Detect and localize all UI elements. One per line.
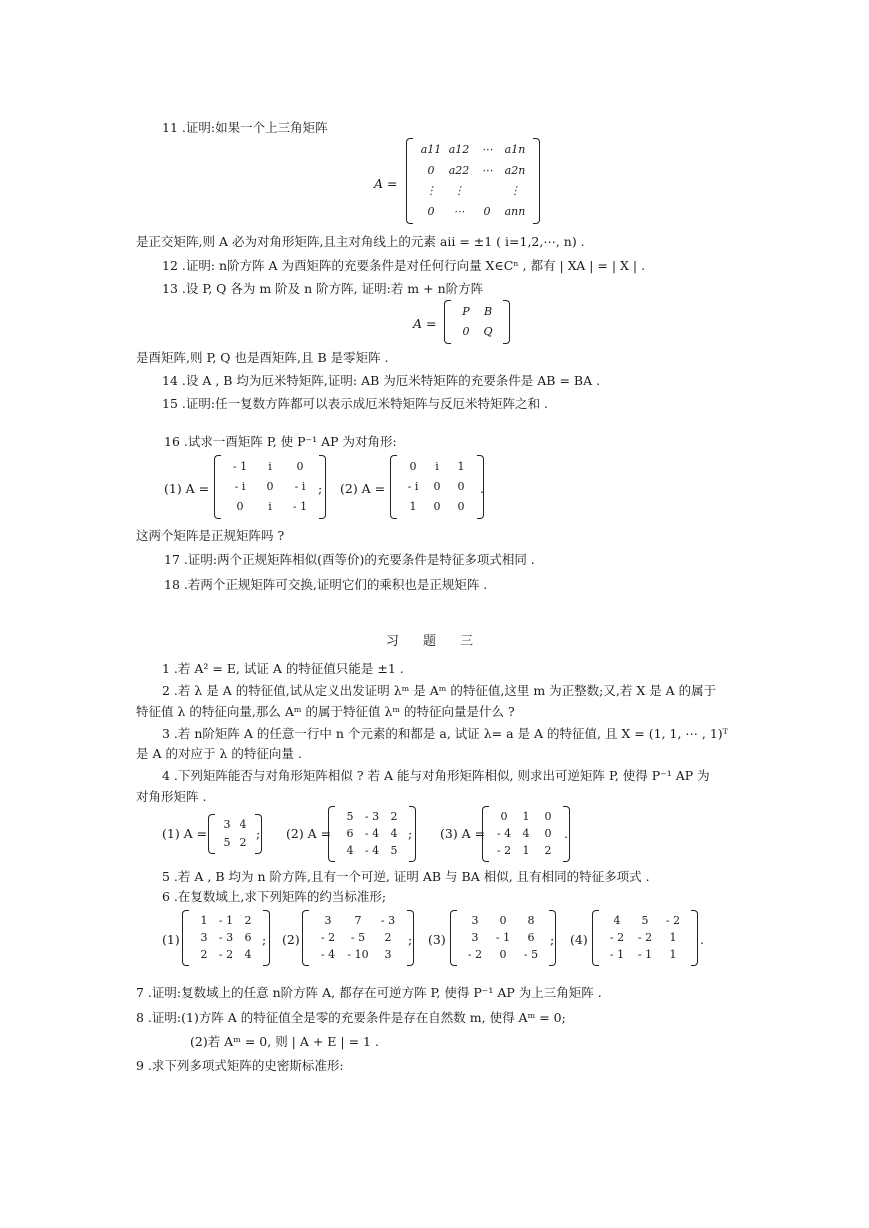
matrix-6-3 — [450, 910, 556, 966]
matrix-cell: - 4 — [364, 826, 380, 840]
problem-12-text: 12 .证明: n阶方阵 A 为酉矩阵的充要条件是对任何行向量 X∈Cⁿ , 都有 | XA | = | X | . — [162, 258, 646, 273]
right-bracket — [503, 300, 510, 344]
matrix-cell: 0 — [457, 480, 465, 493]
matrix-cell: 3 — [471, 913, 479, 927]
matrix-cell: - 2 — [320, 930, 336, 944]
left-bracket — [328, 806, 335, 862]
matrix-cell: - 2 — [665, 913, 681, 927]
matrix-grid — [221, 455, 319, 519]
matrix-cell: a2n — [504, 163, 526, 177]
matrix-cell: ann — [504, 204, 526, 218]
matrix-cell: - i — [294, 480, 306, 493]
matrix-cell: - i — [234, 480, 246, 493]
matrix-grid — [309, 910, 407, 966]
left-bracket — [390, 455, 397, 519]
matrix-cell: 4 — [613, 913, 621, 927]
matrix-cell: 0 — [433, 480, 441, 493]
matrix-label: (1) A = — [162, 826, 208, 841]
left-bracket — [482, 806, 489, 862]
problem-11-text: 11 .证明:如果一个上三角矩阵 — [162, 120, 328, 135]
matrix-13 — [444, 300, 510, 344]
matrix-cell: 0 — [427, 163, 435, 177]
matrix-cell: 0 — [409, 460, 417, 473]
exercise-9-text: 9 .求下列多项式矩阵的史密斯标准形: — [136, 1058, 344, 1073]
matrix-cell: ⋯ — [453, 204, 465, 218]
matrix-grid — [397, 455, 477, 519]
matrix-cell: 2 — [244, 913, 252, 927]
matrix-cell: ⋮ — [425, 184, 437, 198]
matrix-cell: 0 — [499, 948, 507, 962]
matrix-cell: Q — [483, 325, 493, 338]
exercise-3-text: 3 .若 n阶矩阵 A 的任意一行中 n 个元素的和都是 a, 试证 λ= a 是 A 的特征值, 且 X = (1, 1, ⋯ , 1)ᵀ — [162, 726, 728, 741]
problem-11-conclusion: 是正交矩阵,则 A 必为对角形矩阵,且主对角线上的元素 aii = ±1 ( i=1,2,⋯, n) . — [136, 234, 585, 249]
matrix-cell: - 2 — [609, 930, 625, 944]
matrix-cell: 4 — [346, 844, 354, 858]
matrix-grid — [451, 300, 503, 344]
matrix-cell: 3 — [384, 948, 392, 962]
matrix-cell: 1 — [409, 500, 417, 513]
matrix-16-2 — [390, 455, 484, 519]
exercise-4-text: 4 .下列矩阵能否与对角形矩阵相似 ? 若 A 能与对角形矩阵相似, 则求出可逆矩阵 P, 使得 P⁻¹ AP 为 — [162, 768, 710, 783]
matrix-label: (2) A = — [340, 481, 386, 496]
matrix-cell: 4 — [244, 948, 252, 962]
matrix-cell: P — [462, 305, 470, 318]
matrix-cell: - 1 — [218, 913, 234, 927]
matrix-cell: 8 — [527, 913, 535, 927]
separator: ; — [550, 932, 555, 947]
matrix-cell: 5 — [346, 809, 354, 823]
matrix-cell: 1 — [200, 913, 208, 927]
separator: . — [700, 932, 704, 947]
matrix-label: (4) — [570, 932, 588, 947]
matrix-cell: 0 — [499, 913, 507, 927]
matrix-cell: 0 — [462, 325, 470, 338]
matrix-label: (1) — [162, 932, 180, 947]
matrix-cell: i — [268, 500, 272, 513]
right-bracket — [533, 138, 540, 224]
matrix-cell: 0 — [544, 826, 552, 840]
matrix-cell: 6 — [346, 826, 354, 840]
left-bracket — [592, 910, 599, 966]
matrix-cell: 2 — [390, 809, 398, 823]
matrix-grid — [189, 910, 263, 966]
separator: . — [480, 481, 484, 496]
matrix-cell: a1n — [504, 143, 526, 157]
matrix-label: A = — [413, 316, 437, 331]
exercise-5-text: 5 .若 A , B 均为 n 阶方阵,且有一个可逆, 证明 AB 与 BA 相似, 且有相同的特征多项式 . — [162, 869, 650, 884]
matrix-cell: - 5 — [350, 930, 366, 944]
exercise-6-text: 6 .在复数域上,求下列矩阵的约当标准形; — [162, 889, 387, 904]
matrix-grid — [457, 910, 549, 966]
matrix-cell — [473, 184, 501, 198]
matrix-cell: - 4 — [364, 844, 380, 858]
matrix-cell: 6 — [527, 930, 535, 944]
separator: ; — [256, 826, 261, 841]
matrix-4-1 — [208, 814, 262, 854]
matrix-cell: 1 — [522, 844, 530, 858]
matrix-cell: 0 — [544, 809, 552, 823]
problem-16-question: 这两个矩阵是正规矩阵吗 ? — [136, 528, 285, 543]
matrix-label: (2) A = — [286, 826, 332, 841]
matrix-cell: - i — [407, 480, 419, 493]
matrix-cell: - 1 — [232, 460, 248, 473]
matrix-cell: a11 — [420, 143, 442, 157]
problem-18-text: 18 .若两个正规矩阵可交换,证明它们的乘积也是正规矩阵 . — [164, 577, 488, 592]
matrix-label: (1) A = — [164, 481, 210, 496]
matrix-label: (2) — [282, 932, 300, 947]
separator: ; — [318, 481, 323, 496]
exercise-8-text: 8 .证明:(1)方阵 A 的特征值全是零的充要条件是存在自然数 m, 使得 Aᵐ = 0; — [136, 1010, 566, 1025]
matrix-cell: 0 — [427, 204, 435, 218]
exercise-2-text-cont: 特征值 λ 的特征向量,那么 Aᵐ 的属于特征值 λᵐ 的特征向量是什么 ? — [136, 704, 515, 719]
matrix-grid — [489, 806, 563, 862]
matrix-cell: 0 — [266, 480, 274, 493]
matrix-cell: 1 — [669, 948, 677, 962]
matrix-11 — [406, 138, 540, 224]
matrix-cell: ⋮ — [509, 184, 521, 198]
matrix-cell: - 10 — [347, 948, 369, 962]
matrix-cell: - 3 — [380, 913, 396, 927]
problem-14-text: 14 .设 A , B 均为厄米特矩阵,证明: AB 为厄米特矩阵的充要条件是 AB = BA . — [162, 373, 601, 388]
matrix-cell: 4 — [239, 818, 247, 831]
matrix-grid — [599, 910, 691, 966]
matrix-6-2 — [302, 910, 414, 966]
matrix-cell: i — [268, 460, 272, 473]
matrix-cell: 3 — [324, 913, 332, 927]
matrix-cell: 0 — [457, 500, 465, 513]
separator: ; — [408, 932, 413, 947]
exercise-3-text-cont: 是 A 的对应于 λ 的特征向量 . — [136, 746, 302, 761]
matrix-cell: 5 — [641, 913, 649, 927]
matrix-cell: 2 — [544, 844, 552, 858]
left-bracket — [208, 814, 215, 854]
matrix-cell: 1 — [457, 460, 465, 473]
matrix-cell: 5 — [223, 836, 231, 849]
matrix-cell: 7 — [354, 913, 362, 927]
matrix-grid — [413, 138, 533, 224]
exercise-2-text: 2 .若 λ 是 A 的特征值,试从定义出发证明 λᵐ 是 Aᵐ 的特征值,这里 m 为正整数;又,若 X 是 A 的属于 — [162, 683, 717, 698]
matrix-cell: 2 — [384, 930, 392, 944]
matrix-cell: - 4 — [320, 948, 336, 962]
section-heading: 习 题 三 — [385, 634, 484, 649]
exercise-7-text: 7 .证明:复数域上的任意 n阶方阵 A, 都存在可逆方阵 P, 使得 P⁻¹ AP 为上三角矩阵 . — [136, 985, 602, 1000]
matrix-cell: - 3 — [364, 809, 380, 823]
matrix-cell: - 2 — [467, 948, 483, 962]
matrix-cell: - 5 — [523, 948, 539, 962]
matrix-cell: a12 — [448, 143, 470, 157]
matrix-cell: 2 — [239, 836, 247, 849]
matrix-4-2 — [328, 806, 416, 862]
matrix-cell: - 2 — [218, 948, 234, 962]
exercise-8-text-cont: (2)若 Aᵐ = 0, 则 | A + E | = 1 . — [190, 1034, 379, 1049]
matrix-cell: - 2 — [496, 844, 512, 858]
matrix-grid — [335, 806, 409, 862]
matrix-4-3 — [482, 806, 570, 862]
matrix-cell: ⋯ — [481, 163, 493, 177]
matrix-cell: 6 — [244, 930, 252, 944]
matrix-label: (3) A = — [440, 826, 486, 841]
exercise-1-text: 1 .若 A² = E, 试证 A 的特征值只能是 ±1 . — [162, 661, 404, 676]
problem-16-text: 16 .试求一酉矩阵 P, 使 P⁻¹ AP 为对角形: — [164, 434, 397, 449]
matrix-cell: 5 — [390, 844, 398, 858]
matrix-cell: i — [435, 460, 439, 473]
matrix-cell: - 3 — [218, 930, 234, 944]
matrix-6-1 — [182, 910, 270, 966]
matrix-6-4 — [592, 910, 698, 966]
problem-13-conclusion: 是酉矩阵,则 P, Q 也是酉矩阵,且 B 是零矩阵 . — [136, 350, 389, 365]
matrix-cell: 0 — [236, 500, 244, 513]
matrix-cell: - 1 — [292, 500, 308, 513]
matrix-cell: ⋯ — [481, 143, 493, 157]
left-bracket — [182, 910, 189, 966]
matrix-cell: 1 — [522, 809, 530, 823]
matrix-cell: 3 — [471, 930, 479, 944]
matrix-label: (3) — [428, 932, 446, 947]
matrix-cell: 4 — [390, 826, 398, 840]
left-bracket — [406, 138, 413, 224]
matrix-16-1 — [214, 455, 326, 519]
matrix-cell: a22 — [448, 163, 470, 177]
matrix-cell: 3 — [223, 818, 231, 831]
left-bracket — [214, 455, 221, 519]
matrix-cell: 2 — [200, 948, 208, 962]
matrix-grid — [215, 814, 255, 854]
matrix-cell: 0 — [500, 809, 508, 823]
matrix-cell: - 1 — [609, 948, 625, 962]
matrix-cell: B — [483, 305, 493, 318]
matrix-label: A = — [374, 176, 398, 191]
left-bracket — [302, 910, 309, 966]
separator: ; — [262, 932, 267, 947]
left-bracket — [450, 910, 457, 966]
matrix-cell: 0 — [433, 500, 441, 513]
problem-15-text: 15 .证明:任一复数方阵都可以表示成厄米特矩阵与反厄米特矩阵之和 . — [162, 396, 549, 411]
problem-17-text: 17 .证明:两个正规矩阵相似(酉等价)的充要条件是特征多项式相同 . — [164, 552, 535, 567]
matrix-cell: - 2 — [637, 930, 653, 944]
separator: ; — [408, 826, 413, 841]
matrix-cell: 1 — [669, 930, 677, 944]
matrix-cell: 3 — [200, 930, 208, 944]
matrix-cell: ⋮ — [453, 184, 465, 198]
matrix-cell: 0 — [483, 204, 491, 218]
matrix-cell: - 1 — [495, 930, 511, 944]
left-bracket — [444, 300, 451, 344]
right-bracket — [691, 910, 698, 966]
matrix-cell: 4 — [522, 826, 530, 840]
matrix-cell: 0 — [296, 460, 304, 473]
matrix-cell: - 1 — [637, 948, 653, 962]
problem-13-text: 13 .设 P, Q 各为 m 阶及 n 阶方阵, 证明:若 m + n阶方阵 — [162, 281, 484, 296]
exercise-4-text-cont: 对角形矩阵 . — [136, 789, 207, 804]
separator: . — [564, 826, 568, 841]
matrix-cell: - 4 — [496, 826, 512, 840]
